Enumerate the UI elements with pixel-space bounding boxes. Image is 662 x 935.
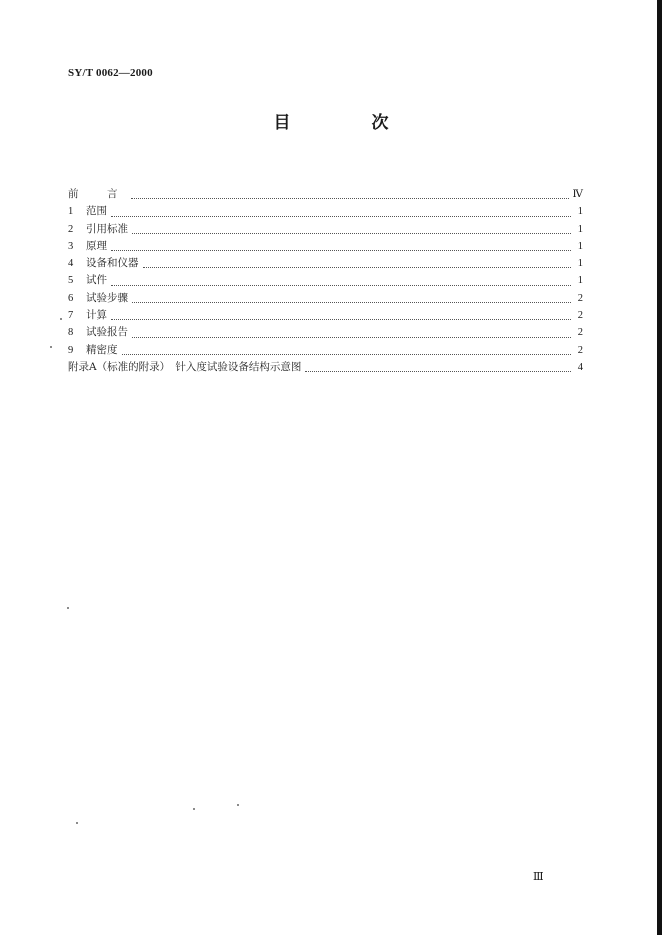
toc-leader-dots bbox=[132, 336, 571, 338]
toc-entry-number: 9 bbox=[68, 344, 74, 356]
scan-speck bbox=[237, 804, 239, 806]
toc-entry-label: 前 言 bbox=[68, 188, 127, 200]
toc-entry-label: 试验步骤 bbox=[86, 291, 128, 304]
toc-entry-page: 1 bbox=[577, 240, 583, 252]
toc-entry-number: 3 bbox=[68, 240, 74, 252]
toc-entry-number: 4 bbox=[68, 258, 74, 270]
toc-leader-dots bbox=[132, 301, 571, 303]
toc-leader-dots bbox=[132, 232, 571, 234]
toc-entry bbox=[68, 203, 583, 220]
toc-entry-number: 8 bbox=[68, 327, 74, 339]
toc-entry-page: 2 bbox=[577, 344, 583, 356]
toc-entry bbox=[68, 221, 583, 238]
toc-entry-label: 原理 bbox=[86, 239, 107, 252]
toc-entry bbox=[68, 307, 583, 324]
toc-leader-dots bbox=[122, 353, 572, 355]
toc-entry-number: 6 bbox=[68, 292, 74, 304]
page-number: Ⅲ bbox=[533, 871, 544, 883]
toc-entry-page: 1 bbox=[577, 258, 583, 270]
toc-entry-page: 2 bbox=[577, 327, 583, 339]
toc-entry-page: Ⅳ bbox=[572, 189, 583, 200]
toc-entry-page: 1 bbox=[577, 223, 583, 235]
toc-entry-label: 引用标准 bbox=[86, 222, 128, 235]
toc-entry-label: 设备和仪器 bbox=[86, 257, 139, 270]
toc-entry-label: 精密度 bbox=[86, 343, 118, 356]
toc-entry-label: 试验报告 bbox=[86, 326, 128, 339]
toc-entry bbox=[68, 324, 583, 341]
toc-entry-label: 附录A（标准的附录） 针入度试验设备结构示意图 bbox=[68, 360, 302, 373]
scan-speck bbox=[50, 346, 52, 348]
scan-speck bbox=[193, 808, 195, 810]
toc-entry-page: 2 bbox=[577, 310, 583, 322]
toc-entry-label: 范围 bbox=[86, 205, 107, 218]
standard-code: SY/T 0062—2000 bbox=[68, 67, 153, 79]
page-title: 目 次 bbox=[273, 113, 421, 133]
table-of-contents bbox=[68, 186, 583, 376]
toc-entry-page: 1 bbox=[577, 275, 583, 287]
scan-speck bbox=[67, 607, 69, 609]
toc-entry bbox=[68, 342, 583, 359]
toc-leader-dots bbox=[111, 249, 571, 251]
toc-entry bbox=[68, 186, 583, 203]
toc-leader-dots bbox=[111, 215, 571, 217]
toc-leader-dots bbox=[143, 266, 572, 268]
toc-entry bbox=[68, 272, 583, 289]
toc-entry bbox=[68, 290, 583, 307]
toc-leader-dots bbox=[111, 318, 571, 320]
scan-speck bbox=[60, 318, 62, 320]
toc-entry-number: 2 bbox=[68, 223, 74, 235]
toc-entry-label: 试件 bbox=[86, 274, 107, 287]
toc-leader-dots bbox=[305, 370, 571, 372]
toc-entry-page: 4 bbox=[577, 361, 583, 373]
toc-entry-number: 1 bbox=[68, 206, 74, 218]
toc-leader-dots bbox=[131, 197, 569, 199]
scan-edge bbox=[657, 0, 662, 935]
toc-entry bbox=[68, 255, 583, 272]
toc-entry bbox=[68, 359, 583, 376]
toc-entry-label: 计算 bbox=[86, 309, 107, 322]
toc-leader-dots bbox=[111, 284, 571, 286]
toc-entry-number: 5 bbox=[68, 275, 74, 287]
toc-entry-number: 7 bbox=[68, 310, 74, 322]
toc-entry-page: 2 bbox=[577, 292, 583, 304]
toc-entry-page: 1 bbox=[577, 206, 583, 218]
scan-speck bbox=[76, 822, 78, 824]
toc-entry bbox=[68, 238, 583, 255]
